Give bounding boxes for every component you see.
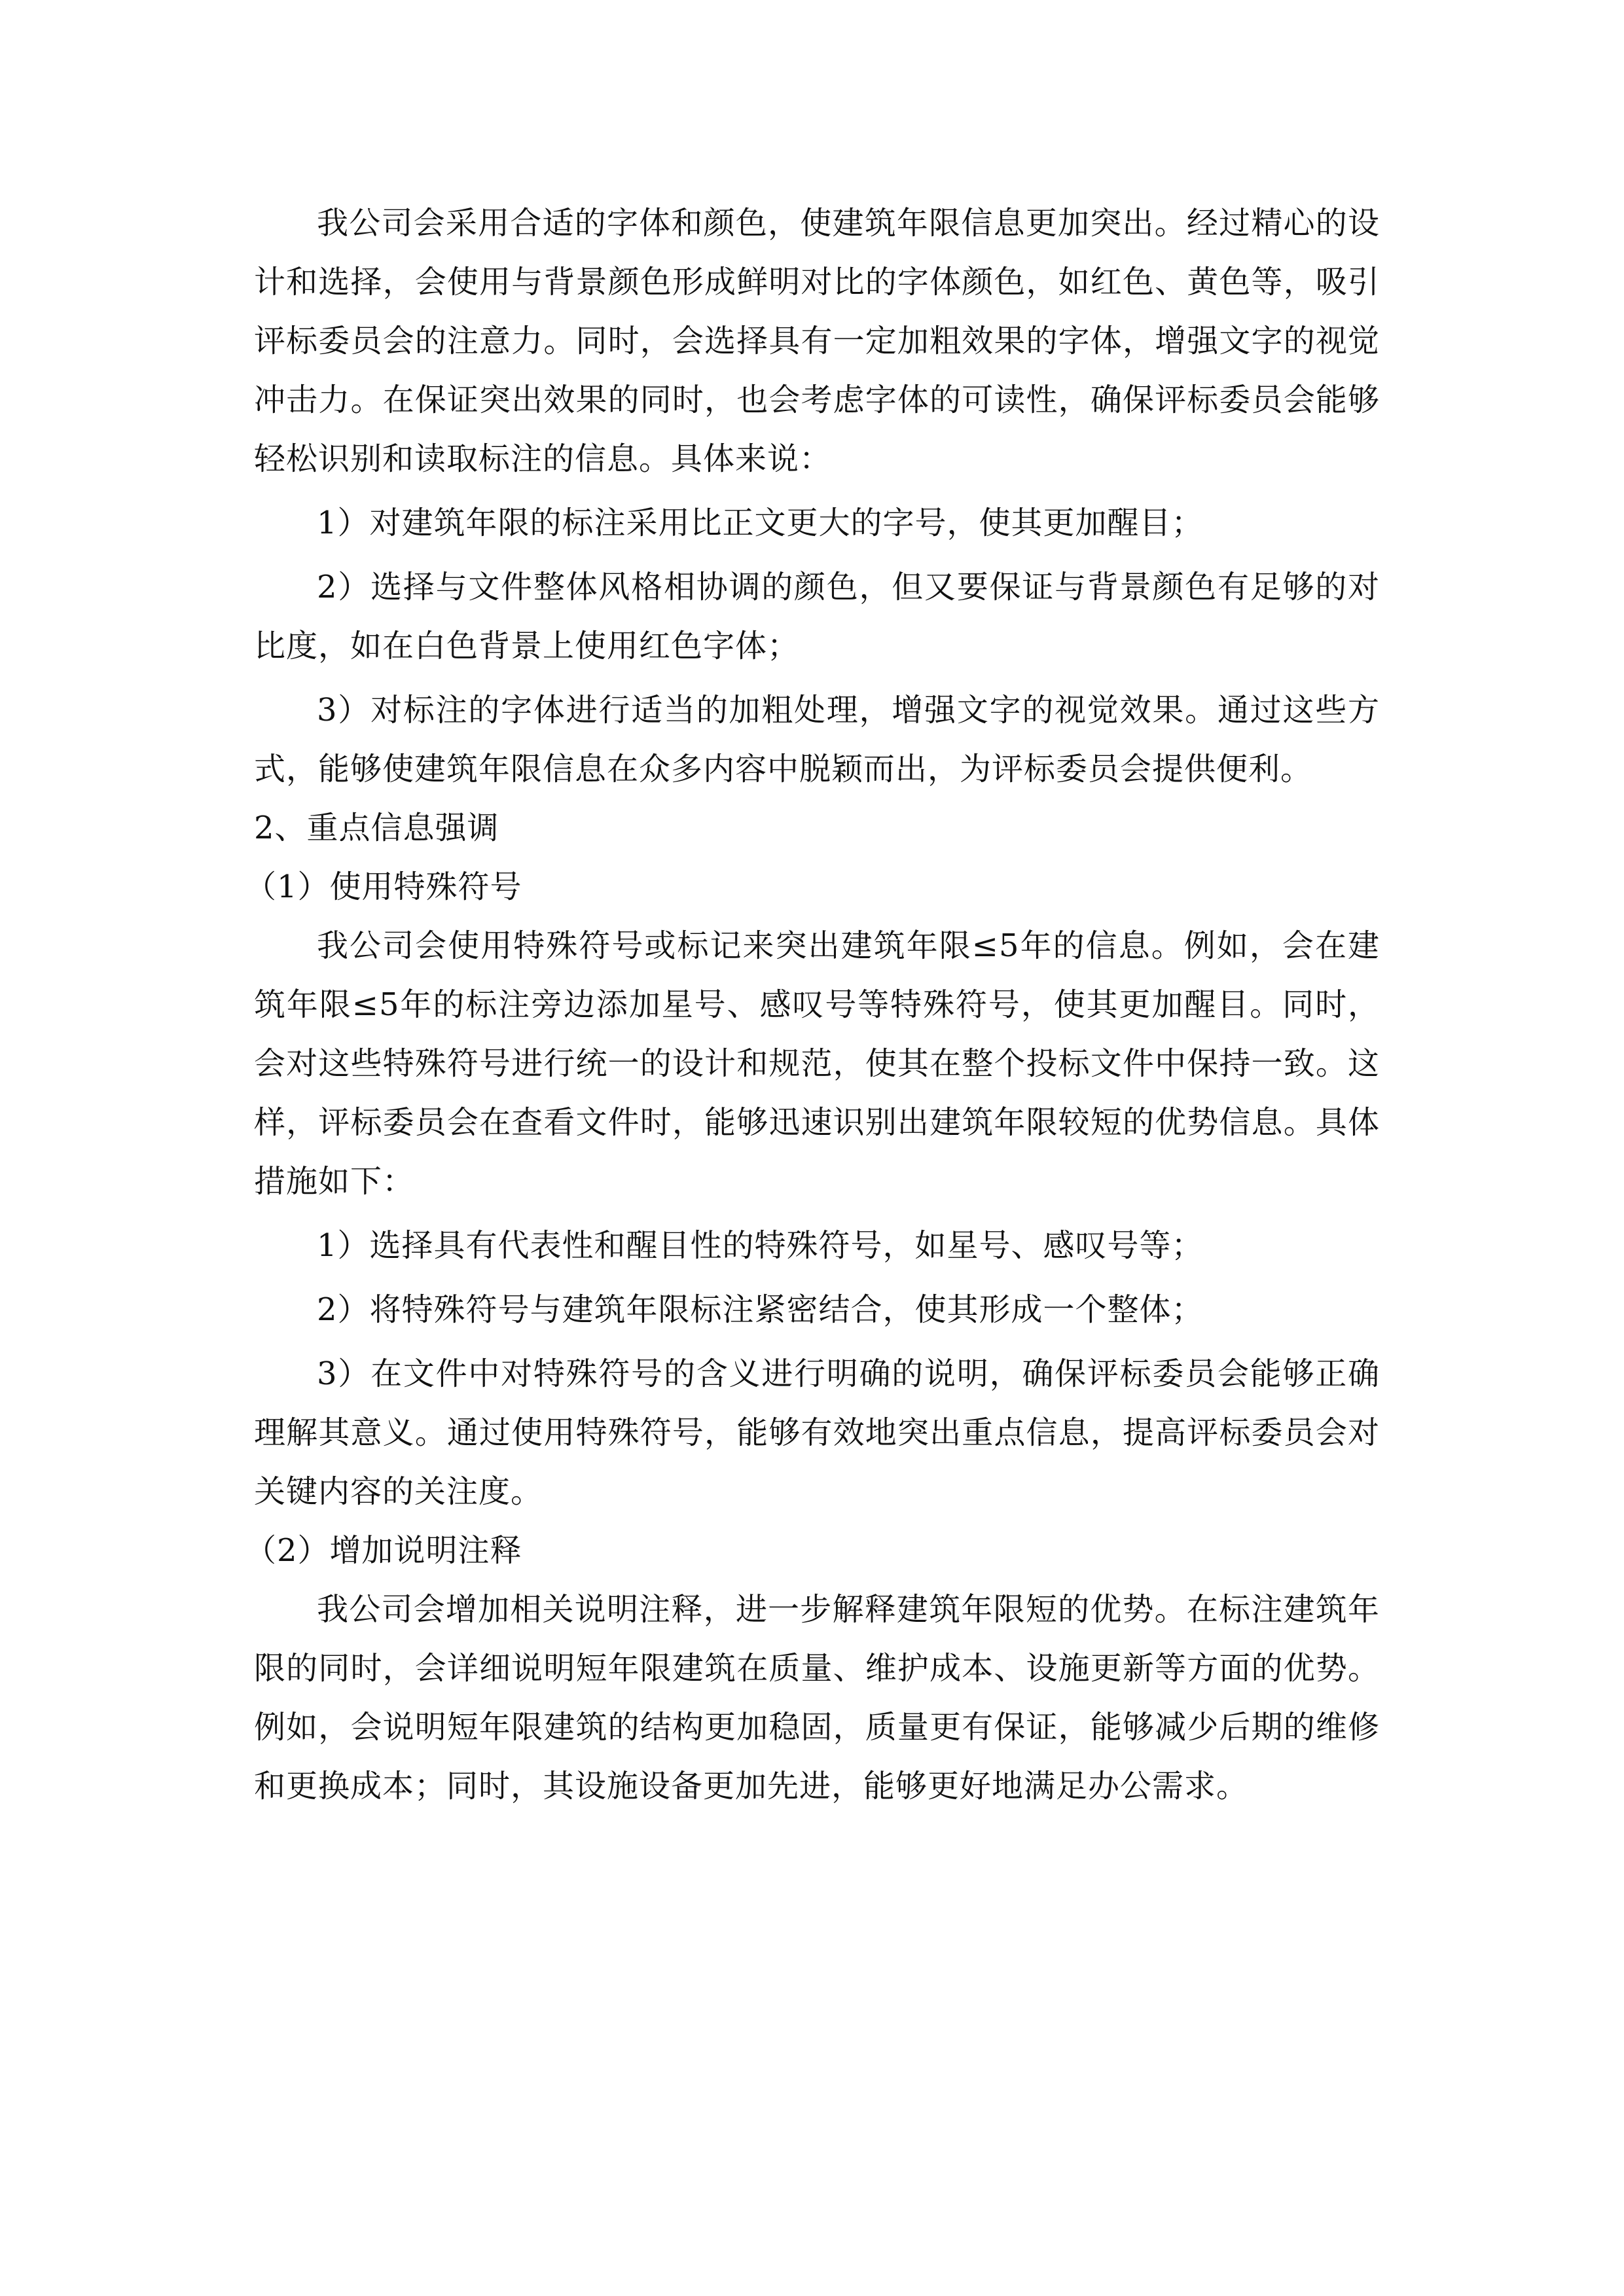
document-body <box>245 194 1380 1816</box>
measure-item-2: 2）将特殊符号与建筑年限标注紧密结合，使其形成一个整体； <box>317 1291 1204 1328</box>
paragraph-notes: 我公司会增加相关说明注释，进一步解释建筑年限短的优势。在标注建筑年限的同时，会详细说明短年限建筑在质量、维护成本、设施更新等方面的优势。例如，会说明短年限建筑的结构更加稳固，质量更有保证，能够减少后期的维修和更换成本；同时，其设施设备更加先进，能够更好地满足办公需求。 <box>254 1591 1380 1804</box>
list-item-3: 3）对标注的字体进行适当的加粗处理，增强文字的视觉效果。通过这些方式，能够使建筑年限信息在众多内容中脱颖而出，为评标委员会提供便利。 <box>254 692 1380 787</box>
list-item-1: 1）对建筑年限的标注采用比正文更大的字号，使其更加醒目； <box>317 505 1204 541</box>
measure-item-3: 3）在文件中对特殊符号的含义进行明确的说明，确保评标委员会能够正确理解其意义。通过使用特殊符号，能够有效地突出重点信息，提高评标委员会对关键内容的关注度。 <box>254 1355 1380 1510</box>
section-heading: 2、重点信息强调 <box>254 810 499 846</box>
subsection-heading-2: （2）增加说明注释 <box>245 1532 522 1569</box>
paragraph-intro: 我公司会采用合适的字体和颜色，使建筑年限信息更加突出。经过精心的设计和选择，会使用与背景颜色形成鲜明对比的字体颜色，如红色、黄色等，吸引评标委员会的注意力。同时，会选择具有一定加粗效果的字体，增强文字的视觉冲击力。在保证突出效果的同时，也会考虑字体的可读性，确保评标委员会能够轻松识别和读取标注的信息。具体来说： <box>254 205 1380 477</box>
paragraph-special-symbols: 我公司会使用特殊符号或标记来突出建筑年限≤5年的信息。例如，会在建筑年限≤5年的标注旁边添加星号、感叹号等特殊符号，使其更加醒目。同时，会对这些特殊符号进行统一的设计和规范，使其在整个投标文件中保持一致。这样，评标委员会在查看文件时，能够迅速识别出建筑年限较短的优势信息。具体措施如下： <box>254 927 1380 1200</box>
subsection-heading-1: （1）使用特殊符号 <box>245 869 522 905</box>
list-item-2: 2）选择与文件整体风格相协调的颜色，但又要保证与背景颜色有足够的对比度，如在白色背景上使用红色字体； <box>254 569 1380 664</box>
measure-item-1: 1）选择具有代表性和醒目性的特殊符号，如星号、感叹号等； <box>317 1227 1204 1264</box>
